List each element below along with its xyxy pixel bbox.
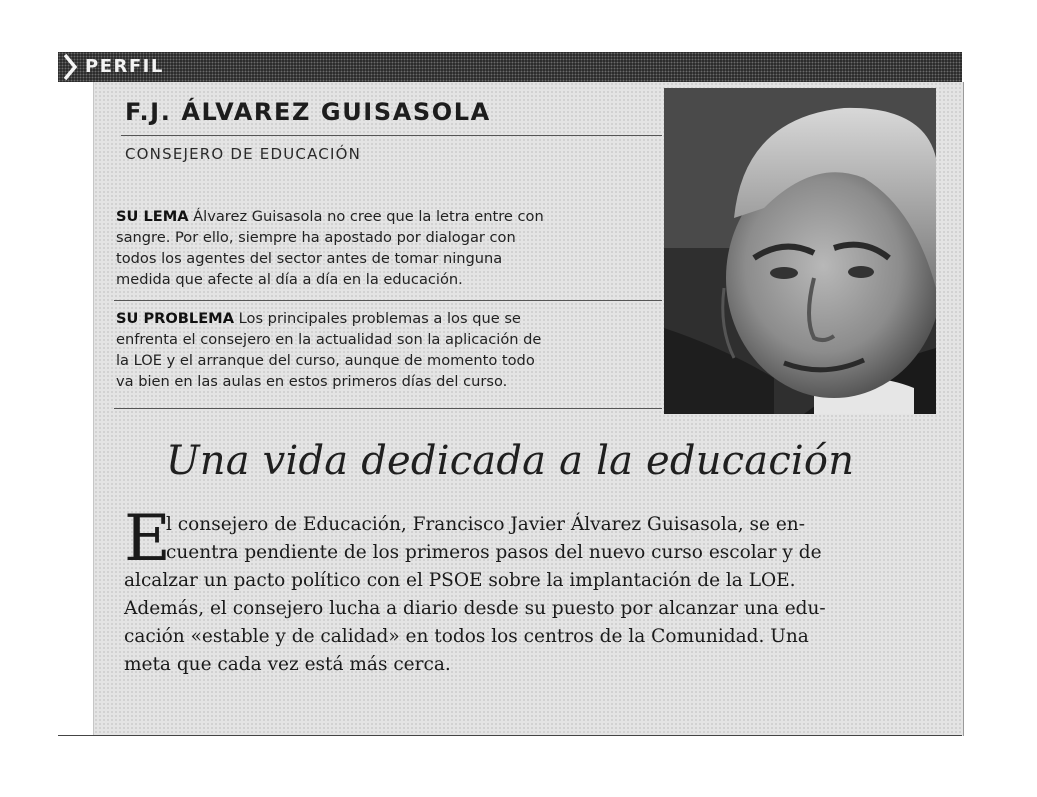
article-line: cación «estable y de calidad» en todos los centros de la Comunidad. Una (124, 626, 809, 647)
problema-paragraph (116, 308, 656, 392)
article-line: l consejero de Educación, Francisco Javier Álvarez Guisasola, se en- (166, 514, 805, 535)
problema-label: SU PROBLEMA (116, 310, 234, 327)
lema-paragraph (116, 206, 656, 290)
drop-cap: E (124, 502, 171, 576)
lema-line: SU LEMA Álvarez Guisasola no cree que la letra entre con (116, 208, 544, 225)
divider (121, 135, 662, 136)
problema-line: la LOE y el arranque del curso, aunque de momento todo (116, 352, 535, 369)
divider (114, 408, 662, 409)
article-line: Además, el consejero lucha a diario desde su puesto por alcanzar una edu- (124, 598, 826, 619)
divider (58, 735, 962, 736)
article-headline: Una vida dedicada a la educación (165, 438, 855, 484)
divider (114, 300, 662, 301)
portrait-illustration (664, 88, 936, 414)
problema-line: va bien en las aulas en estos primeros días del curso. (116, 373, 508, 390)
profile-clipping (58, 52, 962, 736)
portrait-photo (664, 88, 936, 414)
article-line: cuentra pendiente de los primeros pasos del nuevo curso escolar y de (166, 542, 822, 563)
lema-label: SU LEMA (116, 208, 189, 225)
section-label: PERFIL (85, 56, 164, 77)
lema-line: sangre. Por ello, siempre ha apostado por dialogar con (116, 229, 516, 246)
problema-line: SU PROBLEMA Los principales problemas a los que se (116, 310, 521, 327)
profile-role: CONSEJERO DE EDUCACIÓN (125, 145, 361, 163)
section-header-bar (58, 52, 962, 82)
lema-line: todos los agentes del sector antes de tomar ninguna (116, 250, 503, 267)
profile-name: F.J. ÁLVAREZ GUISASOLA (125, 98, 491, 126)
article-line: meta que cada vez está más cerca. (124, 654, 451, 675)
chevron-right-icon (64, 54, 78, 80)
lema-line: medida que afecte al día a día en la educación. (116, 271, 463, 288)
problema-line: enfrenta el consejero en la actualidad son la aplicación de (116, 331, 542, 348)
article-line: alcalzar un pacto político con el PSOE sobre la implantación de la LOE. (124, 570, 796, 591)
